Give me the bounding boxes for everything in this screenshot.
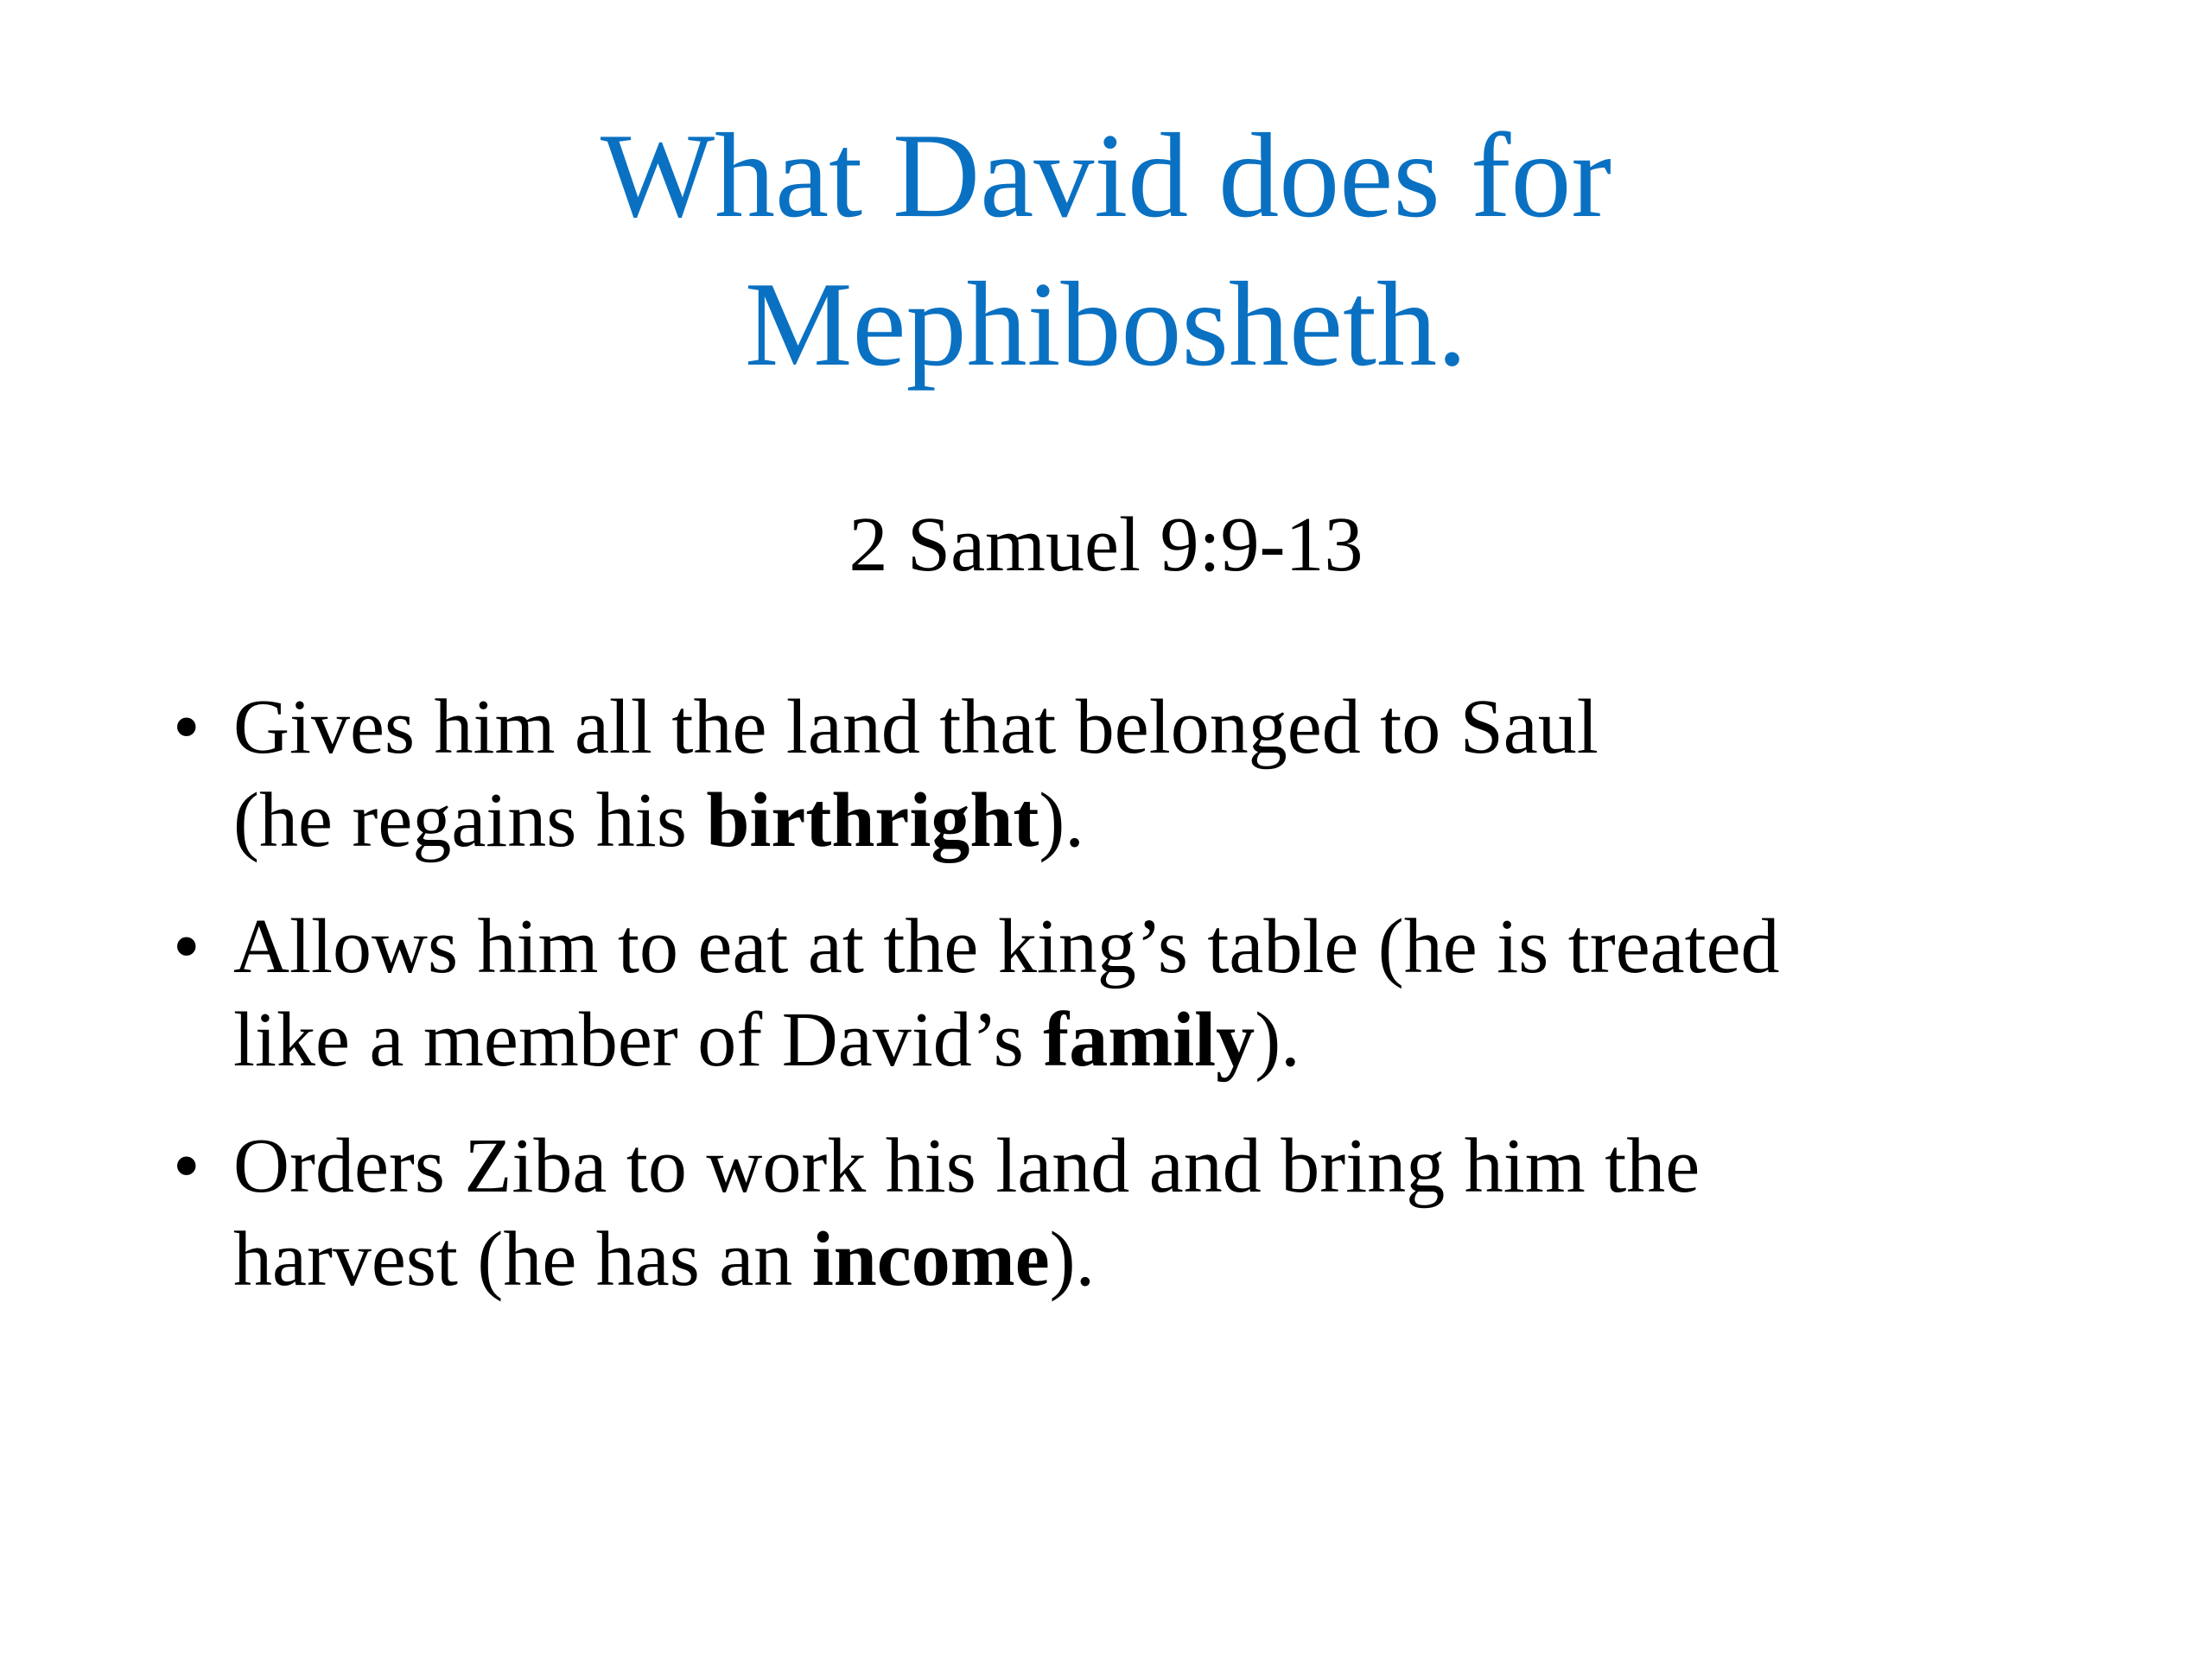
- bullet-text: harvest (he has an: [233, 1217, 812, 1302]
- bullet-emphasis: birthright: [706, 778, 1039, 863]
- bullet-text-line-2: [233, 774, 2074, 868]
- bullet-text-line-2: [233, 994, 2074, 1087]
- bullet-text: ).: [1255, 997, 1300, 1083]
- bullet-icon: •: [173, 904, 200, 989]
- bullet-item-table: [173, 900, 2074, 1087]
- bullet-item-income: [173, 1120, 2074, 1306]
- bullet-text: like a member of David’s: [233, 997, 1044, 1083]
- bullet-text: ).: [1049, 1217, 1096, 1302]
- bullet-icon: •: [173, 1123, 200, 1209]
- bullet-icon: •: [173, 684, 200, 770]
- bullet-text-line-1: Allows him to eat at the king’s table (he is treated: [233, 904, 1780, 989]
- bullet-text: (he regains his: [233, 778, 707, 863]
- bullet-list: [173, 681, 2074, 1339]
- scripture-reference: 2 Samuel 9:9-13: [849, 502, 1363, 588]
- bullet-emphasis: income: [811, 1217, 1050, 1302]
- bullet-item-land: [173, 681, 2074, 868]
- title-line-2: Mephibosheth.: [744, 257, 1468, 391]
- bullet-text-line-1: Gives him all the land that belonged to Saul: [233, 684, 1599, 770]
- bullet-text-line-2: [233, 1213, 2074, 1306]
- slide-title: [0, 102, 2212, 399]
- bullet-text-line-1: Orders Ziba to work his land and bring him the: [233, 1123, 1700, 1209]
- title-line-1: What David does for: [600, 109, 1612, 243]
- bullet-emphasis: family: [1043, 997, 1255, 1083]
- bullet-text: ).: [1039, 778, 1084, 863]
